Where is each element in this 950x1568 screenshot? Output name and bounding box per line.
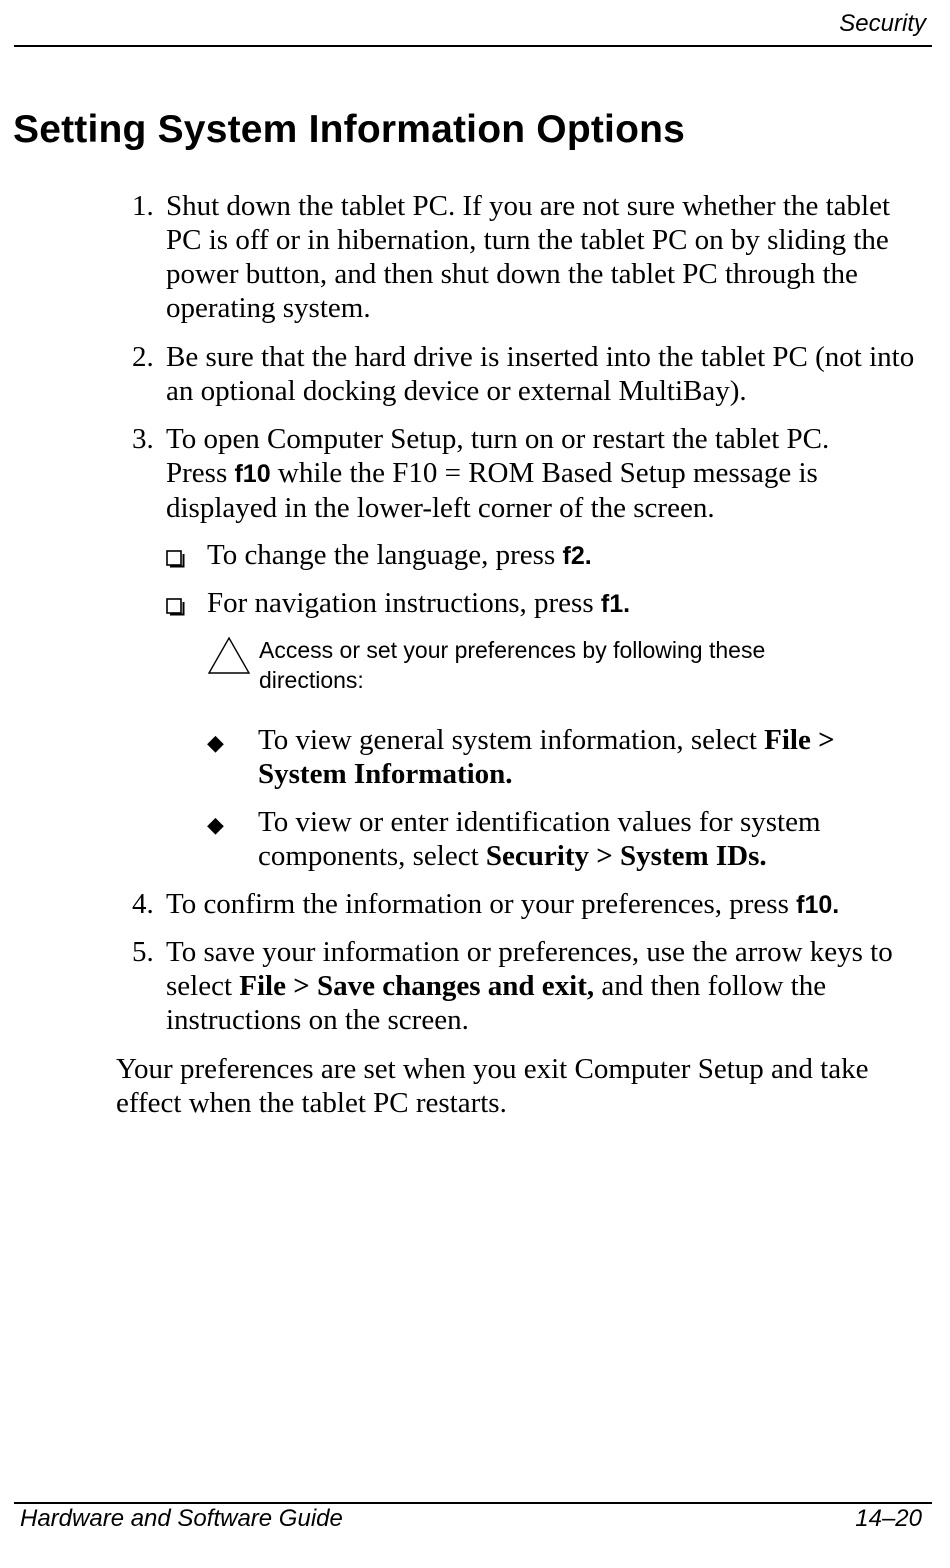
step-text: Shut down the tablet PC. If you are not sure whether the tablet PC is off or in hibernation, turn the tablet PC on by sliding the power button, and then shut down the tablet PC through the operating system.	[166, 190, 891, 324]
key-f1: f1.	[600, 590, 631, 618]
step-number: 3.	[132, 423, 154, 455]
key-f2: f2.	[562, 542, 592, 570]
bullet-text: To view general system information, select	[258, 724, 765, 756]
step-text-press: Press	[166, 457, 235, 489]
closing-paragraph: Your preferences are set when you exit Computer Setup and take effect when the tablet PC restarts.	[116, 1053, 869, 1119]
step-number: 5.	[132, 936, 154, 968]
caution-triangle-icon	[207, 636, 251, 676]
step-number: 4.	[132, 888, 154, 920]
step-text-rest: while the F10 = ROM Based Setup message is displayed in the lower-left corner of the screen.	[166, 457, 818, 524]
subitem-language	[207, 538, 907, 573]
diamond-bullet-icon: ◆	[207, 730, 224, 755]
page-title: Setting System Information Options	[13, 108, 686, 151]
step-text: Be sure that the hard drive is inserted into the tablet PC (not into an optional docking device or external MultiBay).	[166, 341, 915, 407]
bullet-text: To view or enter identification values for system components, select	[258, 806, 821, 872]
step-1	[132, 189, 916, 325]
step-5	[132, 935, 916, 1037]
subitem-text: To change the language, press	[207, 539, 563, 571]
step-number: 1.	[132, 190, 154, 222]
step-text: To confirm the information or your preferences, press	[166, 888, 797, 920]
checkbox-icon	[166, 548, 186, 568]
bullet-system-ids	[258, 805, 918, 873]
key-f10: f10.	[796, 891, 840, 919]
menu-path: File > System Information.	[258, 724, 835, 790]
subitem-text: For navigation instructions, press	[207, 587, 601, 619]
footer-book-title: Hardware and Software Guide	[20, 1505, 343, 1532]
step-2	[132, 340, 916, 408]
step-text: To save your information or preferences, use the arrow keys to select	[166, 936, 893, 1002]
menu-path: Security > System IDs.	[485, 840, 767, 872]
step-text: To open Computer Setup, turn on or restart the tablet PC.	[166, 423, 830, 455]
step-3	[132, 422, 916, 525]
caution-note: Access or set your preferences by following these directions:	[259, 637, 766, 693]
footer-rule	[14, 1502, 932, 1504]
checkbox-icon	[166, 596, 186, 616]
step-number: 2.	[132, 341, 154, 373]
step-text-rest: and then follow the instructions on the screen.	[166, 970, 827, 1036]
bullet-system-information	[258, 723, 918, 791]
page-number: 14–20	[855, 1505, 922, 1532]
diamond-bullet-icon: ◆	[207, 812, 224, 837]
header-rule	[14, 45, 932, 47]
running-header: Security	[839, 10, 926, 37]
menu-path: File > Save changes and exit,	[239, 970, 595, 1002]
step-4	[132, 887, 916, 922]
subitem-navigation	[207, 586, 907, 621]
key-f10: f10	[234, 460, 271, 488]
